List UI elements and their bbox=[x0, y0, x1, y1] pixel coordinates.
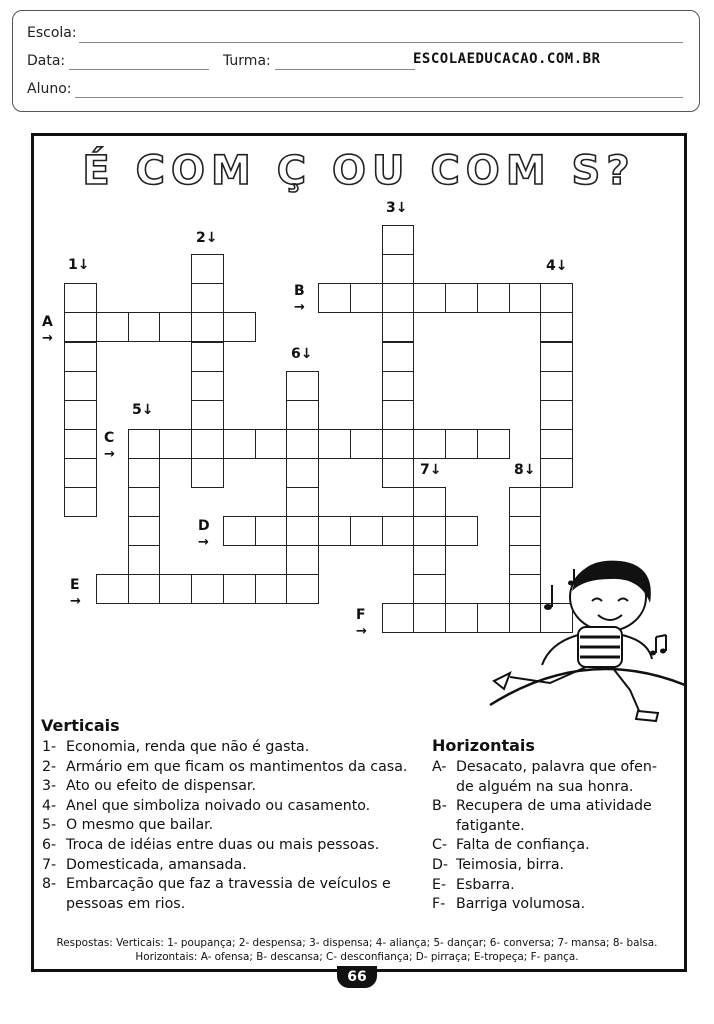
crossword-cell[interactable] bbox=[477, 429, 510, 459]
crossword-cell[interactable] bbox=[445, 603, 478, 633]
crossword-cell[interactable] bbox=[64, 458, 97, 488]
clue-number: C- bbox=[432, 837, 448, 854]
clue-number: 3- bbox=[42, 778, 57, 795]
crossword-cell[interactable] bbox=[382, 516, 415, 546]
label-a: A → bbox=[42, 314, 53, 346]
crossword-cell[interactable] bbox=[286, 371, 319, 401]
horizontais-clue-5 bbox=[432, 876, 515, 895]
crossword-cell[interactable] bbox=[413, 283, 446, 313]
crossword-cell[interactable] bbox=[413, 603, 446, 633]
label-6: 6↓ bbox=[291, 346, 313, 362]
label-f: F → bbox=[356, 607, 367, 639]
verticais-clue-7 bbox=[42, 856, 247, 875]
turma-label: Turma: bbox=[223, 53, 271, 69]
clue-text: Teimosia, birra. bbox=[456, 857, 565, 873]
verticais-clue-4 bbox=[42, 797, 370, 816]
clue-text: Embarcação que faz a travessia de veículos e bbox=[66, 876, 391, 893]
crossword-cell[interactable] bbox=[540, 429, 573, 459]
clue-number: B- bbox=[432, 798, 447, 815]
crossword-cell[interactable] bbox=[382, 283, 415, 313]
crossword-cell[interactable] bbox=[286, 429, 319, 459]
page-number: 66 bbox=[337, 966, 377, 988]
crossword-cell[interactable] bbox=[223, 574, 256, 604]
student-header bbox=[12, 10, 700, 112]
crossword-cell[interactable] bbox=[191, 283, 224, 313]
escola-line[interactable] bbox=[79, 42, 683, 43]
crossword-cell[interactable] bbox=[64, 400, 97, 430]
aluno-label: Aluno: bbox=[27, 81, 72, 97]
answers-line-2: Horizontais: A- ofensa; B- descansa; C- desconfiança; D- pirraça; E-tropeça; F- pança. bbox=[135, 951, 579, 963]
escola-label: Escola: bbox=[27, 25, 77, 41]
crossword-cell[interactable] bbox=[286, 545, 319, 575]
label-2: 2↓ bbox=[196, 230, 218, 246]
crossword-cell[interactable] bbox=[64, 283, 97, 313]
verticais-clue-3 bbox=[42, 777, 256, 796]
label-3: 3↓ bbox=[386, 200, 408, 216]
crossword-cell[interactable] bbox=[413, 574, 446, 604]
horizontais-heading: Horizontais bbox=[432, 736, 535, 755]
label-d: D → bbox=[198, 518, 210, 550]
clue-number: 4- bbox=[42, 797, 57, 814]
crossword-cell[interactable] bbox=[540, 312, 573, 342]
verticais-clue-1 bbox=[42, 738, 309, 757]
crossword-cell[interactable] bbox=[223, 429, 256, 459]
clue-text: Economia, renda que não é gasta. bbox=[66, 739, 310, 755]
page-title: É COM Ç OU COM S? bbox=[82, 148, 636, 194]
crossword-cell[interactable] bbox=[159, 574, 192, 604]
crossword-cell[interactable] bbox=[350, 283, 383, 313]
crossword-cell[interactable] bbox=[382, 458, 415, 488]
crossword-cell[interactable] bbox=[191, 458, 224, 488]
boy-illustration-icon bbox=[480, 555, 690, 725]
crossword-cell[interactable] bbox=[223, 312, 256, 342]
crossword-cell[interactable] bbox=[540, 458, 573, 488]
horizontais-clue-4 bbox=[432, 856, 564, 875]
clue-number: E- bbox=[432, 876, 447, 893]
verticais-clue-6 bbox=[42, 836, 379, 855]
clue-text: Recupera de uma atividade bbox=[456, 798, 652, 815]
clue-text: Barriga volumosa. bbox=[456, 896, 586, 913]
crossword-cell[interactable] bbox=[64, 487, 97, 517]
verticais-heading: Verticais bbox=[41, 716, 120, 735]
crossword-cell[interactable] bbox=[128, 574, 161, 604]
data-label: Data: bbox=[27, 53, 66, 69]
crossword-cell[interactable] bbox=[382, 342, 415, 372]
crossword-cell[interactable] bbox=[286, 487, 319, 517]
crossword-cell[interactable] bbox=[191, 342, 224, 372]
crossword-cell[interactable] bbox=[128, 516, 161, 546]
crossword-cell[interactable] bbox=[191, 371, 224, 401]
crossword-cell[interactable] bbox=[318, 283, 351, 313]
crossword-cell[interactable] bbox=[445, 283, 478, 313]
clue-text: Ato ou efeito de dispensar. bbox=[66, 778, 256, 795]
horizontais-clue-3 bbox=[432, 836, 590, 855]
clue-text: Esbarra. bbox=[456, 876, 515, 893]
crossword-cell[interactable] bbox=[413, 487, 446, 517]
label-7: 7↓ bbox=[420, 462, 442, 478]
clue-text: O mesmo que bailar. bbox=[66, 817, 214, 834]
horizontais-clue-2 bbox=[432, 797, 652, 816]
crossword-cell[interactable] bbox=[191, 400, 224, 430]
crossword-cell[interactable] bbox=[223, 516, 256, 546]
clue-text: Falta de confiança. bbox=[456, 837, 590, 854]
clue-number: 2- bbox=[42, 758, 57, 775]
clue-number: D- bbox=[432, 857, 449, 873]
crossword-cell[interactable] bbox=[128, 458, 161, 488]
crossword-cell[interactable] bbox=[255, 429, 288, 459]
clue-text: Anel que simboliza noivado ou casamento. bbox=[66, 797, 371, 814]
crossword-cell[interactable] bbox=[382, 400, 415, 430]
crossword-cell[interactable] bbox=[286, 574, 319, 604]
label-8: 8↓ bbox=[514, 462, 536, 478]
crossword-cell[interactable] bbox=[540, 283, 573, 313]
crossword-cell[interactable] bbox=[350, 429, 383, 459]
crossword-cell[interactable] bbox=[128, 545, 161, 575]
crossword-cell[interactable] bbox=[64, 312, 97, 342]
crossword-cell[interactable] bbox=[64, 429, 97, 459]
crossword-cell[interactable] bbox=[286, 458, 319, 488]
clue-text: Troca de idéias entre duas ou mais pessoas. bbox=[66, 837, 380, 853]
crossword-cell[interactable] bbox=[382, 429, 415, 459]
crossword-cell[interactable] bbox=[318, 516, 351, 546]
crossword-cell[interactable] bbox=[382, 254, 415, 284]
crossword-cell[interactable] bbox=[509, 516, 542, 546]
answers-line-1: Respostas: Verticais: 1- poupança; 2- despensa; 3- dispensa; 4- aliança; 5- dançar; 6- conversa; 7- mansa; 8- balsa. bbox=[56, 937, 658, 949]
crossword-cell[interactable] bbox=[255, 516, 288, 546]
label-5: 5↓ bbox=[132, 402, 154, 418]
clue-number: A- bbox=[432, 759, 447, 775]
crossword-cell[interactable] bbox=[191, 254, 224, 284]
crossword-cell[interactable] bbox=[128, 429, 161, 459]
crossword-cell[interactable] bbox=[318, 429, 351, 459]
crossword-cell[interactable] bbox=[159, 312, 192, 342]
crossword-cell[interactable] bbox=[540, 342, 573, 372]
clue-number: 8- bbox=[42, 876, 57, 893]
clue-text-continued: de alguém na sua honra. bbox=[456, 778, 634, 795]
horizontais-clue-1 bbox=[432, 758, 657, 777]
clue-number: 1- bbox=[42, 739, 57, 755]
crossword-cell[interactable] bbox=[445, 429, 478, 459]
crossword-cell[interactable] bbox=[191, 429, 224, 459]
clue-number: 5- bbox=[42, 817, 57, 834]
crossword-cell[interactable] bbox=[128, 312, 161, 342]
crossword-cell[interactable] bbox=[413, 545, 446, 575]
crossword-cell[interactable] bbox=[382, 371, 415, 401]
site-logo: ESCOLAEDUCACAO.COM.BR bbox=[413, 51, 601, 67]
clue-text-continued: pessoas em rios. bbox=[66, 895, 186, 912]
label-4: 4↓ bbox=[546, 258, 568, 274]
crossword-cell[interactable] bbox=[445, 516, 478, 546]
crossword-cell[interactable] bbox=[286, 516, 319, 546]
crossword-cell[interactable] bbox=[191, 574, 224, 604]
crossword-cell[interactable] bbox=[477, 283, 510, 313]
data-line[interactable] bbox=[69, 69, 209, 70]
verticais-clue-2 bbox=[42, 758, 407, 777]
crossword-cell[interactable] bbox=[96, 574, 129, 604]
clue-number: 7- bbox=[42, 856, 57, 873]
verticais-clue-8 bbox=[42, 875, 391, 894]
verticais-clue-5 bbox=[42, 816, 213, 835]
crossword-cell[interactable] bbox=[286, 400, 319, 430]
label-e: E → bbox=[70, 577, 81, 609]
crossword-cell[interactable] bbox=[382, 603, 415, 633]
clue-text: Domesticada, amansada. bbox=[66, 856, 247, 873]
crossword-cell[interactable] bbox=[64, 371, 97, 401]
crossword-cell[interactable] bbox=[191, 312, 224, 342]
crossword-cell[interactable] bbox=[413, 429, 446, 459]
crossword-cell[interactable] bbox=[509, 487, 542, 517]
crossword-cell[interactable] bbox=[509, 283, 542, 313]
crossword-cell[interactable] bbox=[382, 225, 415, 255]
label-b: B → bbox=[294, 283, 305, 315]
crossword-cell[interactable] bbox=[540, 371, 573, 401]
crossword-cell[interactable] bbox=[350, 516, 383, 546]
aluno-line[interactable] bbox=[75, 97, 683, 98]
clue-text: Armário em que ficam os mantimentos da casa. bbox=[66, 758, 408, 775]
turma-line[interactable] bbox=[275, 69, 415, 70]
clue-number: F- bbox=[432, 896, 446, 913]
label-c: C → bbox=[104, 430, 115, 462]
crossword-cell[interactable] bbox=[382, 312, 415, 342]
crossword-cell[interactable] bbox=[128, 487, 161, 517]
crossword-cell[interactable] bbox=[540, 400, 573, 430]
crossword-cell[interactable] bbox=[413, 516, 446, 546]
crossword-cell[interactable] bbox=[64, 342, 97, 372]
clue-text-continued: fatigante. bbox=[456, 817, 525, 834]
crossword-cell[interactable] bbox=[96, 312, 129, 342]
horizontais-clue-6 bbox=[432, 895, 585, 914]
clue-number: 6- bbox=[42, 837, 57, 853]
crossword-cell[interactable] bbox=[255, 574, 288, 604]
label-1: 1↓ bbox=[68, 257, 90, 273]
crossword-cell[interactable] bbox=[159, 429, 192, 459]
clue-text: Desacato, palavra que ofen- bbox=[456, 759, 658, 775]
